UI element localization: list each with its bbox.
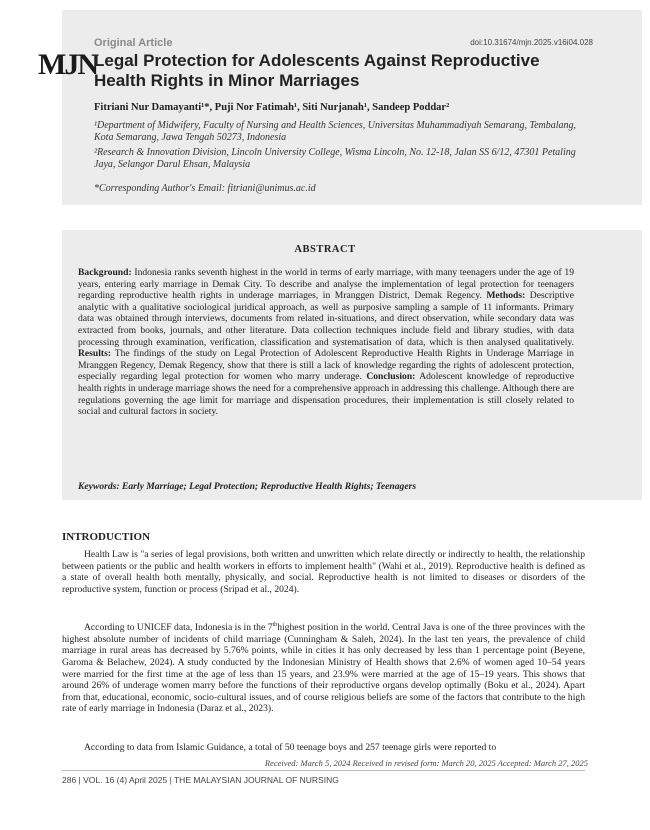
methods-text: Descriptive analytic with a qualitative sociological juridical approach, as well as purposive sampling a sample of 11 informants. Primary data was obtained through interviews, documents from related in-situations, and direct observation, while secondary data was extracted from books, journals, and other literature. Data collection techniques include field and library studies, with data processing through examination, verification, classification and systematisation of data, which is then analysed qualitatively.: [78, 290, 574, 348]
intro-p2-start: According to UNICEF data, Indonesia is in the 7: [84, 622, 273, 634]
received-dates: Received: March 5, 2024 Received in revised form: March 20, 2025 Accepted: March 27, 2025: [264, 758, 588, 768]
intro-p2-rest: highest position in the world. Central Java is one of the three provinces with the highest absolute number of incidents of child marriage (Cunningham & Saleh, 2024). In the last ten years, the prevalence of child marriage in rural areas has decreased by 5.76% points, while in cities it has only decreased by less than 1 percentage point (Beyene, Garoma & Belachew, 2024). A study conducted by the Indonesian Ministry of Health shows that 2.6% of women aged 10–54 years were married for the first time at the age of less than 15 years, and 23.9% were married at the age of 15–19 years. This shows that around 26% of underage women marry before the functions of their reproductive organs develop optimally (Boku et al., 2024). Apart from that, educational, economic, socio-cultural issues, and of course religious beliefs are some of the factors that contribute to the high rate of early marriage in Indonesia (Daraz et al., 2023).: [62, 622, 586, 715]
methods-label: Methods:: [486, 290, 526, 302]
intro-paragraph-2: [62, 620, 585, 715]
keywords: Keywords: Early Marriage; Legal Protection; Reproductive Health Rights; Teenagers: [78, 481, 417, 492]
intro-paragraph-1: Health Law is "a series of legal provisions, both written and unwritten which relate directly or indirectly to health, the relationship between patients or the public and health workers in efforts to implement health" (Wahi et al., 2019). Reproductive health is defined as a state of overall health both mentally, physically, and social. Reproductive health is not limited to diseases or disorders of the reproductive system, function or process (Sripad et al., 2024).: [62, 549, 585, 595]
intro-paragraph-3: According to data from Islamic Guidance, a total of 50 teenage boys and 257 teenage girls were reported to: [84, 742, 497, 753]
abstract-body: [78, 267, 574, 418]
page-footer: 286 | VOL. 16 (4) April 2025 | THE MALAYSIAN JOURNAL OF NURSING: [62, 775, 339, 785]
results-text: The findings of the study on Legal Protection of Adolescent Reproductive Health Rights in Underage Marriage in Mranggen Regency, Demak Regency, show that there is still a lack of knowledge regarding the rights of adolescent protection, especially regarding legal protection for women who marry underage.: [78, 348, 574, 383]
affiliation-1: ¹Department of Midwifery, Faculty of Nursing and Health Sciences, Universitas Muhammadiyah Semarang, Tembalang, Kota Semarang, Jawa Tengah 50273, Indonesia: [94, 120, 577, 143]
results-label: Results:: [78, 348, 112, 360]
corresponding-email[interactable]: *Corresponding Author's Email: fitriani@unimus.ac.id: [94, 183, 316, 194]
footer-divider: [62, 770, 585, 771]
article-title: Legal Protection for Adolescents Against Reproductive Health Rights in Minor Marriages: [94, 51, 540, 90]
conclusion-label: Conclusion:: [366, 371, 416, 383]
journal-logo: MJN: [38, 48, 97, 81]
affiliation-2: ²Research & Innovation Division, Lincoln University College, Wisma Lincoln, No. 12-18, Jalan SS 6/12, 47301 Petaling Jaya, Selangor Darul Ehsan, Malaysia: [94, 147, 576, 170]
abstract-heading: ABSTRACT: [294, 244, 356, 255]
introduction-heading: INTRODUCTION: [62, 531, 151, 543]
article-type: Original Article: [94, 37, 173, 49]
background-text: Indonesia ranks seventh highest in the world in terms of early marriage, with many teenagers under the age of 19 years, entering early marriage in Demak City. To describe and analyse the implementation of legal protection for teenagers regarding reproductive health rights in underage marriages, in Mranggen District, Demak Regency.: [78, 267, 574, 302]
author-list: Fitriani Nur Damayanti¹*, Puji Nor Fatimah¹, Siti Nurjanah¹, Sandeep Poddar²: [94, 102, 450, 113]
background-label: Background:: [78, 267, 132, 278]
conclusion-text: Adolescent knowledge of reproductive health rights in underage marriage shows the need for a comprehensive approach in addressing this challenge. Although there are regulations governing the age limit for marriage and dispensation procedures, their implementation is still closely related to social and cultural factors in society.: [78, 371, 575, 418]
doi-link[interactable]: doi:10.31674/mjn.2025.v16i04.028: [470, 38, 593, 47]
intro-p2-sup: th: [272, 622, 278, 628]
